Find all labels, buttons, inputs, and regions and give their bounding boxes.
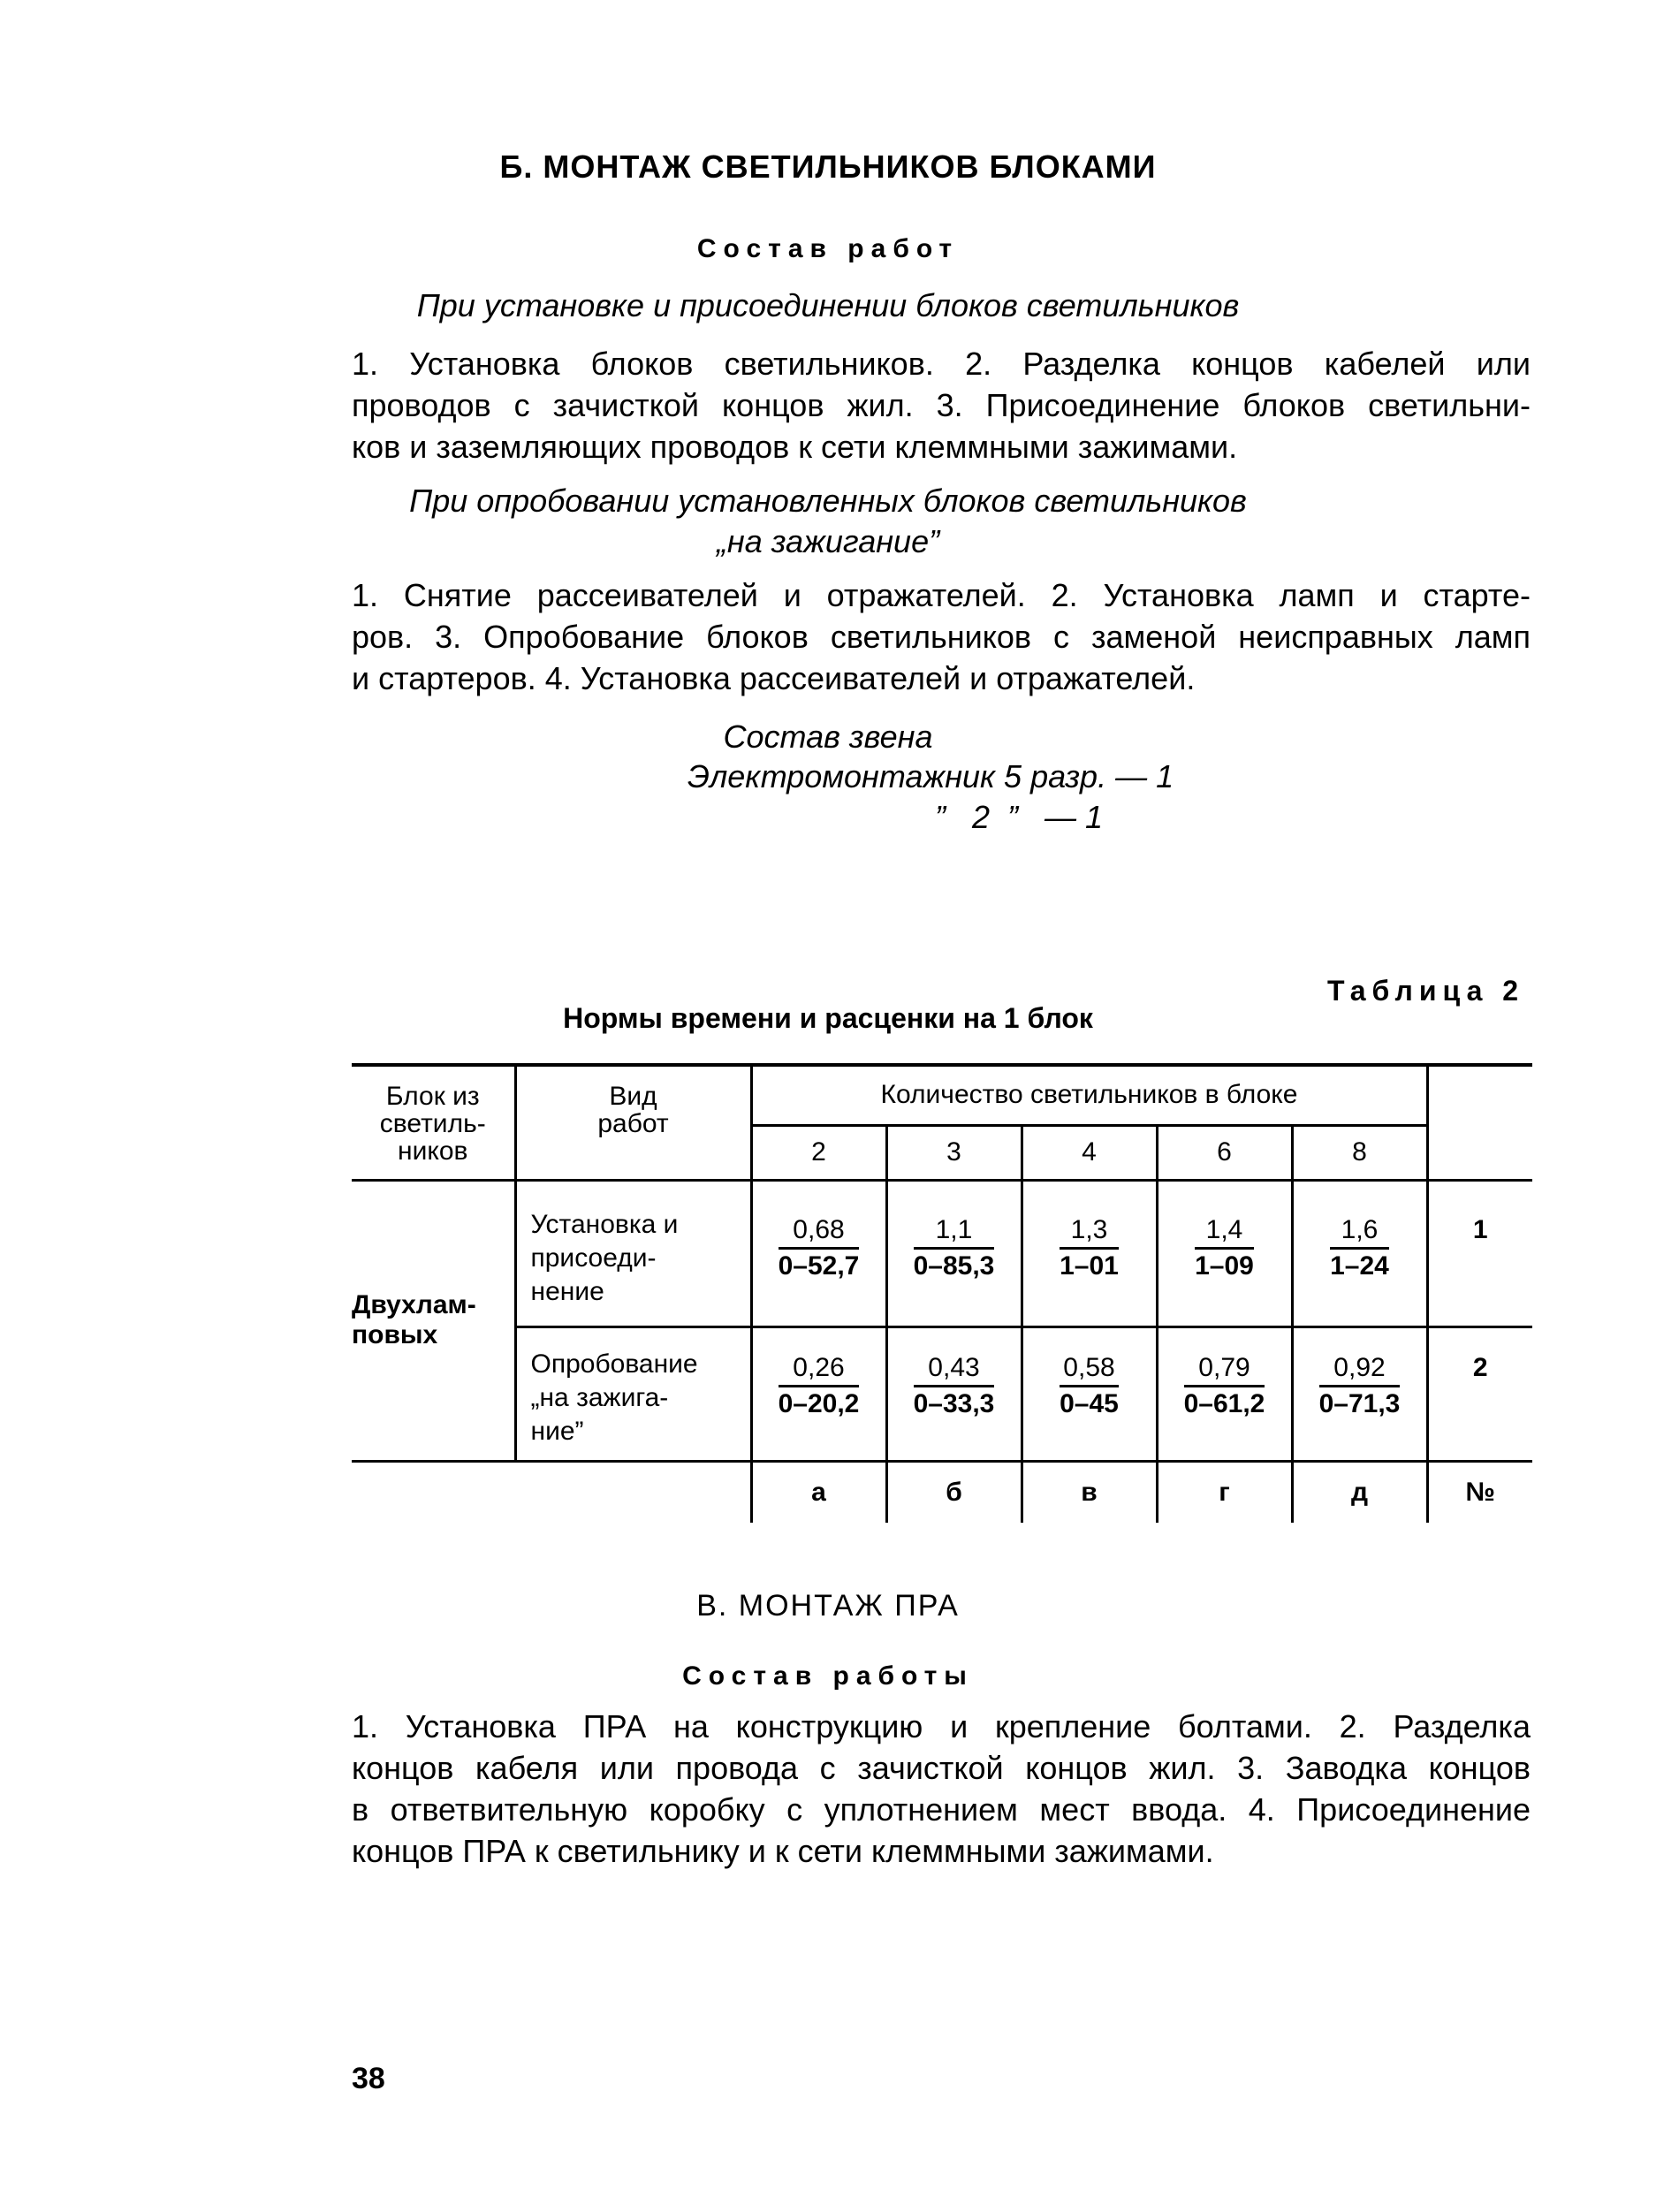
- column-letter: д: [1350, 1477, 1369, 1507]
- section-v-composition-heading: Состав работы: [682, 1661, 974, 1691]
- column-letter: а: [811, 1477, 826, 1507]
- norm-price: 1–01: [1060, 1250, 1119, 1281]
- section-b-paragraph-1: [352, 343, 1531, 467]
- table-row: [352, 1326, 1532, 1461]
- norm-fraction: [1319, 1353, 1401, 1419]
- paragraph-line: и стартеров. 4. Установка рассеивателей и отражателей.: [352, 660, 1196, 696]
- norm-price: 0–61,2: [1183, 1388, 1265, 1418]
- paragraph-line: в ответвительную коробку с уплотнением мест ввода. 4. Присоединение: [352, 1791, 1531, 1828]
- norm-time: 1,6: [1330, 1215, 1389, 1250]
- paragraph-line: концов кабеля или провода с зачисткой концов жил. 3. Заводка концов: [352, 1750, 1531, 1786]
- norm-fraction: [914, 1215, 995, 1281]
- norm-time: 0,79: [1184, 1353, 1265, 1387]
- norm-fraction: [914, 1353, 995, 1419]
- qty-col-3: 3: [946, 1137, 961, 1167]
- norm-time: 0,43: [914, 1353, 995, 1387]
- table-footer-row: [352, 1461, 1532, 1523]
- norm-time: 0,26: [779, 1353, 860, 1387]
- norm-price: 0–45: [1060, 1388, 1119, 1418]
- header-number-cell: [1427, 1065, 1532, 1180]
- column-letter: б: [946, 1477, 962, 1507]
- section-b-subheading-2: При опробовании установленных блоков светильников: [409, 483, 1247, 519]
- header-block: Блок из светиль-ников: [379, 1082, 486, 1166]
- crew-heading: Состав звена: [723, 718, 933, 755]
- norm-fraction: [1060, 1353, 1119, 1419]
- norm-fraction: [779, 1353, 860, 1419]
- row-number: 2: [1472, 1352, 1488, 1382]
- norm-fraction: [1330, 1215, 1389, 1281]
- norms-table: [352, 1063, 1532, 1523]
- crew-line-1: Электромонтажник 5 разр. — 1: [687, 758, 1174, 794]
- section-v-title: В. МОНТАЖ ПРА: [696, 1589, 960, 1623]
- norm-time: 1,3: [1060, 1215, 1119, 1250]
- qty-col-8: 8: [1352, 1137, 1367, 1167]
- work-type-test: Опробование „на зажига-ние”: [530, 1349, 698, 1446]
- qty-col-2: 2: [811, 1137, 826, 1167]
- column-letter: г: [1219, 1477, 1230, 1507]
- norm-price: 0–20,2: [778, 1388, 860, 1418]
- section-b-subheading-1: При установке и присоединении блоков светильников: [416, 287, 1240, 323]
- work-type-install: Установка и присоеди-нение: [530, 1209, 679, 1306]
- norm-time: 0,92: [1319, 1353, 1401, 1387]
- norm-fraction: [1195, 1215, 1254, 1281]
- table-label: Таблица 2: [1327, 975, 1525, 1007]
- paragraph-line: проводов с зачисткой концов жил. 3. Присоединение блоков светильни-: [352, 387, 1531, 423]
- table-title: Нормы времени и расценки на 1 блок: [563, 1002, 1093, 1034]
- norm-price: 0–85,3: [913, 1250, 995, 1281]
- norm-price: 0–52,7: [778, 1250, 860, 1281]
- qty-col-6: 6: [1217, 1137, 1232, 1167]
- column-number-sign: №: [1465, 1477, 1495, 1507]
- row-number: 1: [1472, 1214, 1488, 1244]
- norm-time: 0,58: [1060, 1353, 1119, 1387]
- column-letter: в: [1081, 1477, 1098, 1507]
- paragraph-line: ров. 3. Опробование блоков светильников с заменой неисправных ламп: [352, 619, 1531, 655]
- section-b-composition-heading: Состав работ: [696, 234, 960, 263]
- norm-price: 1–24: [1330, 1250, 1389, 1281]
- norm-time: 1,1: [914, 1215, 995, 1250]
- page-number: 38: [352, 2062, 385, 2095]
- paragraph-line: концов ПРА к светильнику и к сети клеммными зажимами.: [352, 1833, 1214, 1869]
- norm-fraction: [779, 1215, 860, 1281]
- block-name: Двухлам-повых: [352, 1290, 476, 1349]
- header-work-type: Вид работ: [597, 1082, 669, 1138]
- crew-line-2: ” 2 ” — 1: [935, 799, 1104, 835]
- norm-time: 1,4: [1195, 1215, 1254, 1250]
- norm-fraction: [1184, 1353, 1265, 1419]
- section-b-title: Б. МОНТАЖ СВЕТИЛЬНИКОВ БЛОКАМИ: [499, 148, 1157, 185]
- qty-col-4: 4: [1082, 1137, 1097, 1167]
- norm-fraction: [1060, 1215, 1119, 1281]
- paragraph-line: 1. Установка ПРА на конструкцию и крепление болтами. 2. Разделка: [352, 1708, 1531, 1745]
- section-v-paragraph: [352, 1706, 1531, 1872]
- section-b-paragraph-2: [352, 574, 1531, 699]
- section-b-subheading-2-cont: „на зажигание”: [716, 523, 940, 559]
- paragraph-line: 1. Установка блоков светильников. 2. Разделка концов кабелей или: [352, 346, 1531, 382]
- paragraph-line: ков и заземляющих проводов к сети клеммными зажимами.: [352, 429, 1238, 465]
- norm-time: 0,68: [779, 1215, 860, 1250]
- norm-price: 1–09: [1195, 1250, 1254, 1281]
- paragraph-line: 1. Снятие рассеивателей и отражателей. 2. Установка ламп и старте-: [352, 577, 1531, 613]
- table-row: [352, 1180, 1532, 1326]
- norm-price: 0–33,3: [913, 1388, 995, 1418]
- norm-price: 0–71,3: [1318, 1388, 1401, 1418]
- header-quantity: Количество светильников в блоке: [880, 1080, 1298, 1110]
